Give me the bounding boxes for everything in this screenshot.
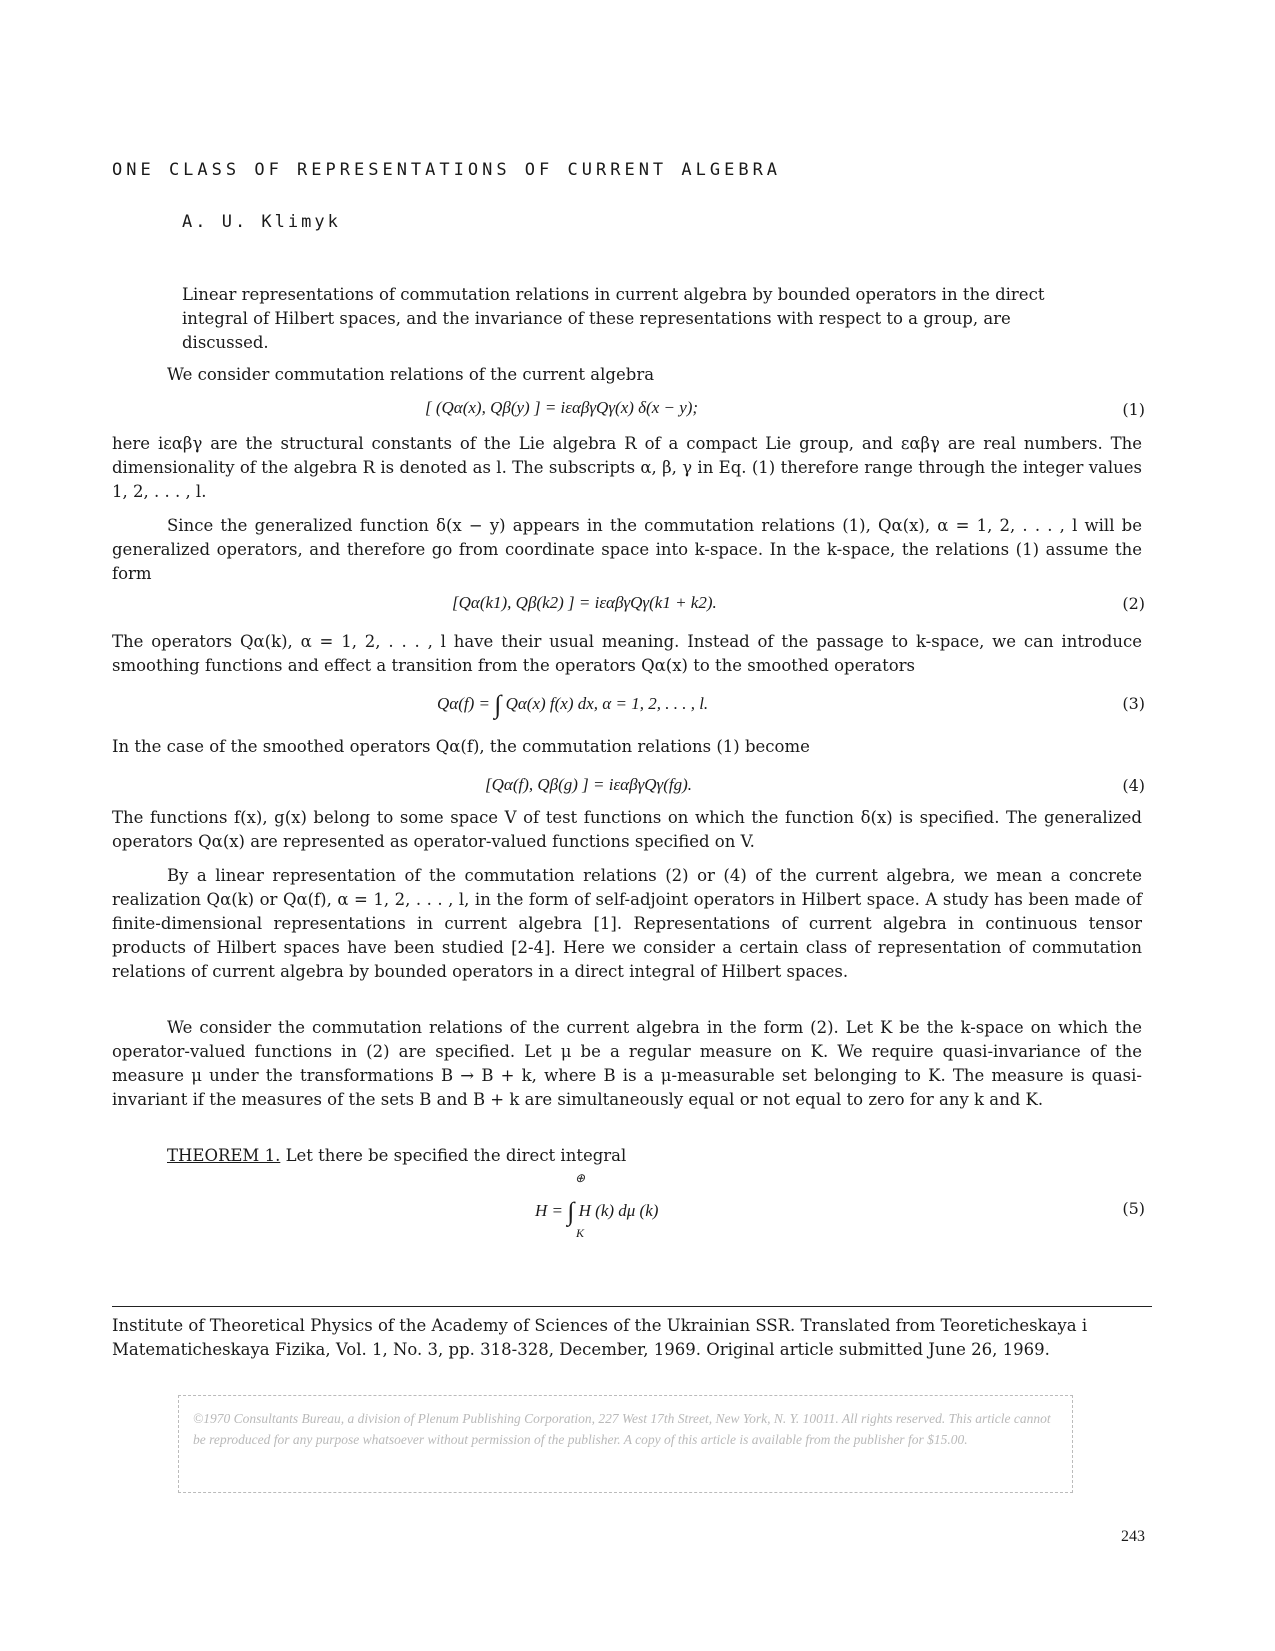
equation-5-subscript: K — [576, 1226, 585, 1240]
paragraph-5: In the case of the smoothed operators Qα(f), the commutation relations (1) become — [112, 737, 810, 756]
paragraph-1: We consider commutation relations of the current algebra — [167, 365, 655, 384]
equation-2-number: (2) — [1122, 594, 1145, 613]
equation-5-rhs: H (k) dμ (k) — [578, 1201, 659, 1220]
equation-5-lhs: H = — [535, 1201, 563, 1220]
theorem-text: Let there be specified the direct integral — [285, 1146, 627, 1165]
equation-3-rhs: Qα(x) f(x) dx, α = 1, 2, . . . , l. — [505, 694, 709, 713]
paragraph-7: By a linear representation of the commutation relations (2) or (4) of the current algebra, we mean a concrete realization Qα(k) or Qα(f), α = 1, 2, . . . , l, in the form of self-adjoint operators in Hilbert space. A study has been made of finite-dimensional representations in current algebra [1]. Representations of current algebra in continuous tensor products of Hilbert spaces have been studied [2-4]. Here we consider a certain class of representation of commutation relations of current algebra by bounded operators in a direct integral of Hilbert spaces. — [112, 866, 1142, 981]
equation-3-lhs: Qα(f) = — [437, 694, 490, 713]
affiliation-footnote: Institute of Theoretical Physics of the Academy of Sciences of the Ukrainian SSR. Translated from Teoreticheskaya i Matematicheskaya Fizika, Vol. 1, No. 3, pp. 318-328, December, 1969. Original article submitted June 26, 1969. — [112, 1316, 1088, 1359]
theorem-label: THEOREM 1. — [167, 1146, 281, 1165]
paragraph-8: We consider the commutation relations of the current algebra in the form (2). Let K be the k-space on which the operator-valued functions in (2) are specified. Let μ be a regular measure on K. We require quasi-invariance of the measure μ under the transformations B → B + k, where B is a μ-measurable set belonging to K. The measure is quasi-invariant if the measures of the sets B and B + k are simultaneously equal or not equal to zero for any k and K. — [112, 1018, 1142, 1109]
integral-icon: ∫ — [567, 1197, 575, 1226]
equation-5-number: (5) — [1122, 1199, 1145, 1218]
copyright-notice: ©1970 Consultants Bureau, a division of Plenum Publishing Corporation, 227 West 17th Street, New York, N. Y. 10011. All rights reserved. This article cannot be reproduced for any purpose whatsoever without permission of the publisher. A copy of this article is available from the publisher for $15.00. — [178, 1395, 1073, 1493]
equation-2: [Qα(k1), Qβ(k2) ] = iεαβγQγ(k1 + k2). — [452, 593, 717, 612]
integral-icon: ∫ — [494, 690, 502, 719]
equation-1-number: (1) — [1122, 400, 1145, 419]
paragraph-6: The functions f(x), g(x) belong to some space V of test functions on which the function δ(x) is specified. The generalized operators Qα(x) are represented as operator-valued functions specified on V. — [112, 808, 1142, 851]
paragraph-4: The operators Qα(k), α = 1, 2, . . . , l have their usual meaning. Instead of the passage to k-space, we can introduce smoothing functions and effect a transition from the operators Qα(x) to the smoothed operators — [112, 632, 1142, 675]
equation-4: [Qα(f), Qβ(g) ] = iεαβγQγ(fg). — [485, 775, 693, 794]
paper-title: ONE CLASS OF REPRESENTATIONS OF CURRENT ALGEBRA — [112, 160, 782, 180]
equation-5 — [535, 1197, 658, 1227]
paragraph-3: Since the generalized function δ(x − y) appears in the commutation relations (1), Qα(x), α = 1, 2, . . . , l will be generalized operators, and therefore go from coordinate space into k-space. In the k-space, the relations (1) assume the form — [112, 516, 1142, 583]
footnote-divider — [112, 1306, 1152, 1307]
equation-1: [ (Qα(x), Qβ(y) ] = iεαβγQγ(x) δ(x − y); — [425, 398, 699, 417]
direct-sum-icon: ⊕ — [575, 1171, 586, 1185]
theorem-1 — [112, 1144, 1142, 1168]
equation-4-number: (4) — [1122, 776, 1145, 795]
equation-3-number: (3) — [1122, 694, 1145, 713]
author-name: A. U. Klimyk — [182, 212, 341, 232]
equation-3 — [437, 690, 708, 720]
page-number: 243 — [1121, 1528, 1145, 1545]
abstract: Linear representations of commutation relations in current algebra by bounded operators in the direct integral of Hilbert spaces, and the invariance of these representations with respect to a group, are discussed. — [182, 285, 1045, 352]
paragraph-2: here iεαβγ are the structural constants of the Lie algebra R of a compact Lie group, and εαβγ are real numbers. The dimensionality of the algebra R is denoted as l. The subscripts α, β, γ in Eq. (1) therefore range through the integer values 1, 2, . . . , l. — [112, 434, 1142, 501]
